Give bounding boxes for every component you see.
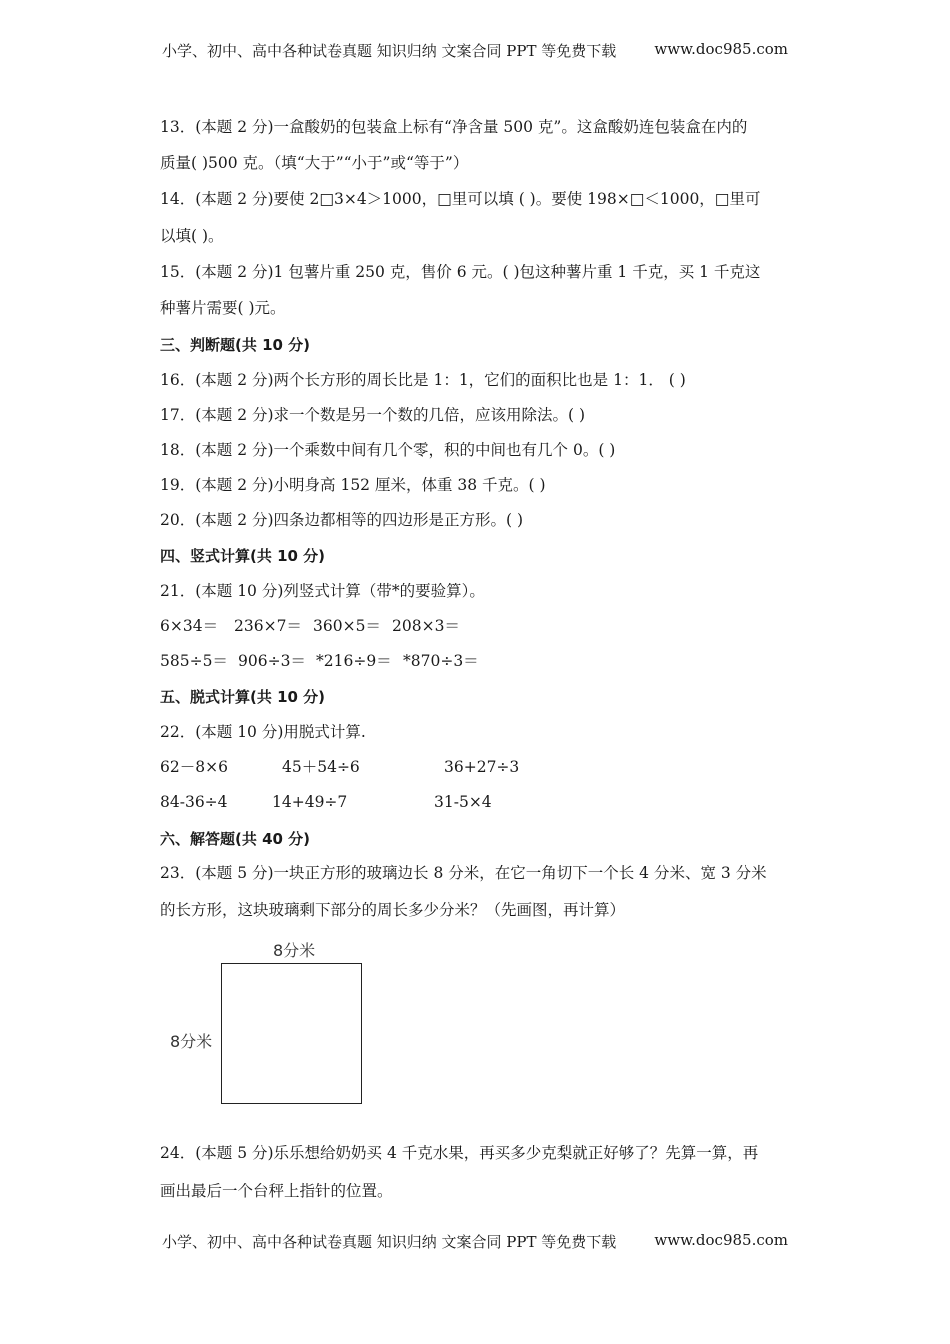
expression: 360×5＝ xyxy=(313,617,381,635)
figure-left-label: 8分米 xyxy=(170,1032,213,1051)
footer-url: www.doc985.com xyxy=(654,1231,788,1249)
question-14-line-1: 14．(本题 2 分)要使 2□3×4＞1000，□里可以填 ( )。要使 198×□＜1000，□里可 xyxy=(160,190,761,208)
expression: 45＋54÷6 xyxy=(282,758,360,776)
expression: 236×7＝ xyxy=(234,617,302,635)
expression: 585÷5＝ xyxy=(160,652,228,670)
question-18: 18．(本题 2 分)一个乘数中间有几个零，积的中间也有几个 0。( ) xyxy=(160,441,616,459)
expression: 31-5×4 xyxy=(434,793,492,811)
question-19: 19．(本题 2 分)小明身高 152 厘米，体重 38 千克。( ) xyxy=(160,476,546,494)
section-6-heading: 六、解答题(共 40 分) xyxy=(160,830,311,848)
question-24-line-1: 24．(本题 5 分)乐乐想给奶奶买 4 千克水果，再买多少克梨就正好够了？先算一算，再 xyxy=(160,1144,759,1162)
question-23-line-2: 的长方形，这块玻璃剩下部分的周长多少分米？（先画图，再计算） xyxy=(160,901,626,919)
section-3-heading: 三、判断题(共 10 分) xyxy=(160,336,311,354)
section-5-heading: 五、脱式计算(共 10 分) xyxy=(160,688,326,706)
expression: 6×34＝ xyxy=(160,617,219,635)
question-14-line-2: 以填( )。 xyxy=(160,227,224,245)
expression: 14+49÷7 xyxy=(272,793,348,811)
question-23-line-1: 23．(本题 5 分)一块正方形的玻璃边长 8 分米，在它一角切下一个长 4 分米、宽 3 分米 xyxy=(160,864,767,882)
header-left-text: 小学、初中、高中各种试卷真题 知识归纳 文案合同 PPT 等免费下载 xyxy=(162,42,617,60)
question-17: 17．(本题 2 分)求一个数是另一个数的几倍，应该用除法。( ) xyxy=(160,406,586,424)
expression: *870÷3＝ xyxy=(403,652,479,670)
expression: 36+27÷3 xyxy=(444,758,520,776)
footer-left-text: 小学、初中、高中各种试卷真题 知识归纳 文案合同 PPT 等免费下载 xyxy=(162,1233,617,1251)
expression: *216÷9＝ xyxy=(316,652,392,670)
expression: 208×3＝ xyxy=(392,617,460,635)
expression: 84-36÷4 xyxy=(160,793,228,811)
page-footer xyxy=(162,1231,788,1252)
square-glass-diagram xyxy=(221,963,362,1104)
section-4-heading: 四、竖式计算(共 10 分) xyxy=(160,547,326,565)
expression: 906÷3＝ xyxy=(238,652,306,670)
question-13-line-2: 质量( )500 克。（填“大于”“小于”或“等于”） xyxy=(160,154,469,172)
expression: 62－8×6 xyxy=(160,758,228,776)
question-15-line-1: 15．(本题 2 分)1 包薯片重 250 克，售价 6 元。( )包这种薯片重 1 千克，买 1 千克这 xyxy=(160,263,761,281)
question-24-line-2: 画出最后一个台秤上指针的位置。 xyxy=(160,1182,393,1200)
question-21: 21．(本题 10 分)列竖式计算（带*的要验算）。 xyxy=(160,582,485,600)
question-13-line-1: 13．(本题 2 分)一盒酸奶的包装盒上标有“净含量 500 克”。这盒酸奶连包装盒在内的 xyxy=(160,118,748,136)
page-header xyxy=(162,40,788,61)
question-20: 20．(本题 2 分)四条边都相等的四边形是正方形。( ) xyxy=(160,511,524,529)
header-url: www.doc985.com xyxy=(654,40,788,58)
question-15-line-2: 种薯片需要( )元。 xyxy=(160,299,286,317)
question-22: 22．(本题 10 分)用脱式计算. xyxy=(160,723,366,741)
figure-top-label: 8分米 xyxy=(273,941,316,960)
question-16: 16．(本题 2 分)两个长方形的周长比是 1：1，它们的面积比也是 1：1． ( ) xyxy=(160,371,686,389)
